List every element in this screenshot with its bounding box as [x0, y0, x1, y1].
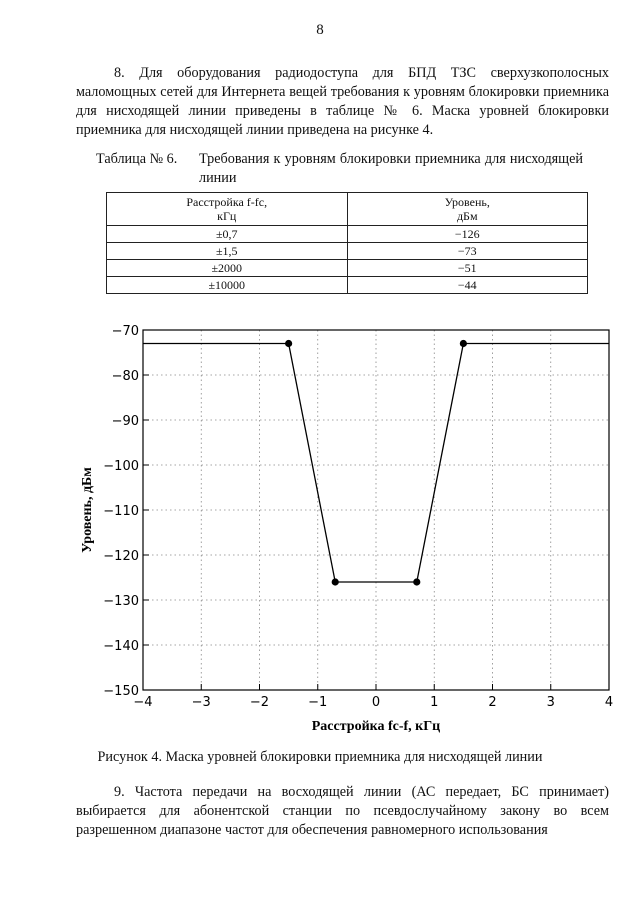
table-cell: ±10000: [107, 277, 348, 294]
x-axis-label: Расстройка fc-f, кГц: [311, 719, 441, 734]
data-point: [332, 578, 339, 585]
data-point: [460, 340, 467, 347]
x-tick-label: 4: [604, 695, 614, 710]
y-tick-label: −100: [103, 459, 139, 474]
y-tick-label: −90: [111, 414, 139, 429]
x-tick-label: −2: [249, 695, 270, 710]
table-header-detuning: [107, 193, 348, 226]
table-cell: −44: [347, 277, 588, 294]
table-cell: −126: [347, 226, 588, 243]
table-cell: ±0,7: [107, 226, 348, 243]
x-tick-label: 3: [546, 695, 555, 710]
y-tick-label: −130: [103, 594, 139, 609]
x-tick-label: −3: [191, 695, 211, 710]
table-cell: ±2000: [107, 260, 348, 277]
table-label: Таблица № 6.: [96, 151, 178, 167]
page-number: 8: [316, 22, 324, 38]
requirements-table: [106, 192, 588, 294]
y-tick-label: −110: [103, 504, 139, 519]
y-tick-label: −80: [111, 369, 139, 384]
header-level-line2: дБм: [456, 209, 478, 223]
y-tick-label: −150: [103, 684, 139, 699]
paragraph-8: 8. Для оборудования радиодоступа для БПД ТЗС сверхузкополосных маломощных сетей для Интернета вещей требования к уровням блокировки приемника для нисходящей линии приведены в таблице № 6. Маска уровней блокировки приемника для нисходящей линии приведена на рисунке 4.: [76, 65, 609, 138]
x-tick-label: 0: [371, 695, 381, 710]
x-tick-label: −4: [133, 695, 153, 710]
y-tick-label: −140: [103, 639, 139, 654]
table-row: [107, 226, 588, 243]
y-tick-label: −70: [111, 324, 139, 339]
header-detuning-line1: Расстройка f-fc,: [186, 195, 268, 209]
table-row: [107, 243, 588, 260]
data-point: [285, 340, 292, 347]
table-header-level: [347, 193, 588, 226]
y-axis-label: Уровень, дБм: [80, 467, 95, 553]
figure-caption: Рисунок 4. Маска уровней блокировки приемника для нисходящей линии: [97, 749, 543, 765]
blocking-mask-chart: [70, 318, 620, 738]
table-header-row: [107, 193, 588, 226]
x-tick-label: 1: [430, 695, 439, 710]
table-row: [107, 260, 588, 277]
table-cell: ±1,5: [107, 243, 348, 260]
header-level-line1: Уровень,: [444, 195, 490, 209]
table-cell: −51: [347, 260, 588, 277]
table-row: [107, 277, 588, 294]
table-cell: −73: [347, 243, 588, 260]
x-tick-label: −1: [308, 695, 328, 710]
paragraph-9: 9. Частота передачи на восходящей линии (АС передает, БС принимает) выбирается для абонентской станции по псевдослучайному закону во всем разрешенном диапазоне частот для обеспечения равномерного использования: [76, 784, 609, 838]
table-title: Требования к уровням блокировки приемника для нисходящей линии: [199, 151, 583, 186]
y-tick-label: −120: [103, 549, 139, 564]
data-point: [413, 578, 420, 585]
header-detuning-line2: кГц: [217, 209, 237, 223]
x-tick-label: 2: [488, 695, 497, 710]
